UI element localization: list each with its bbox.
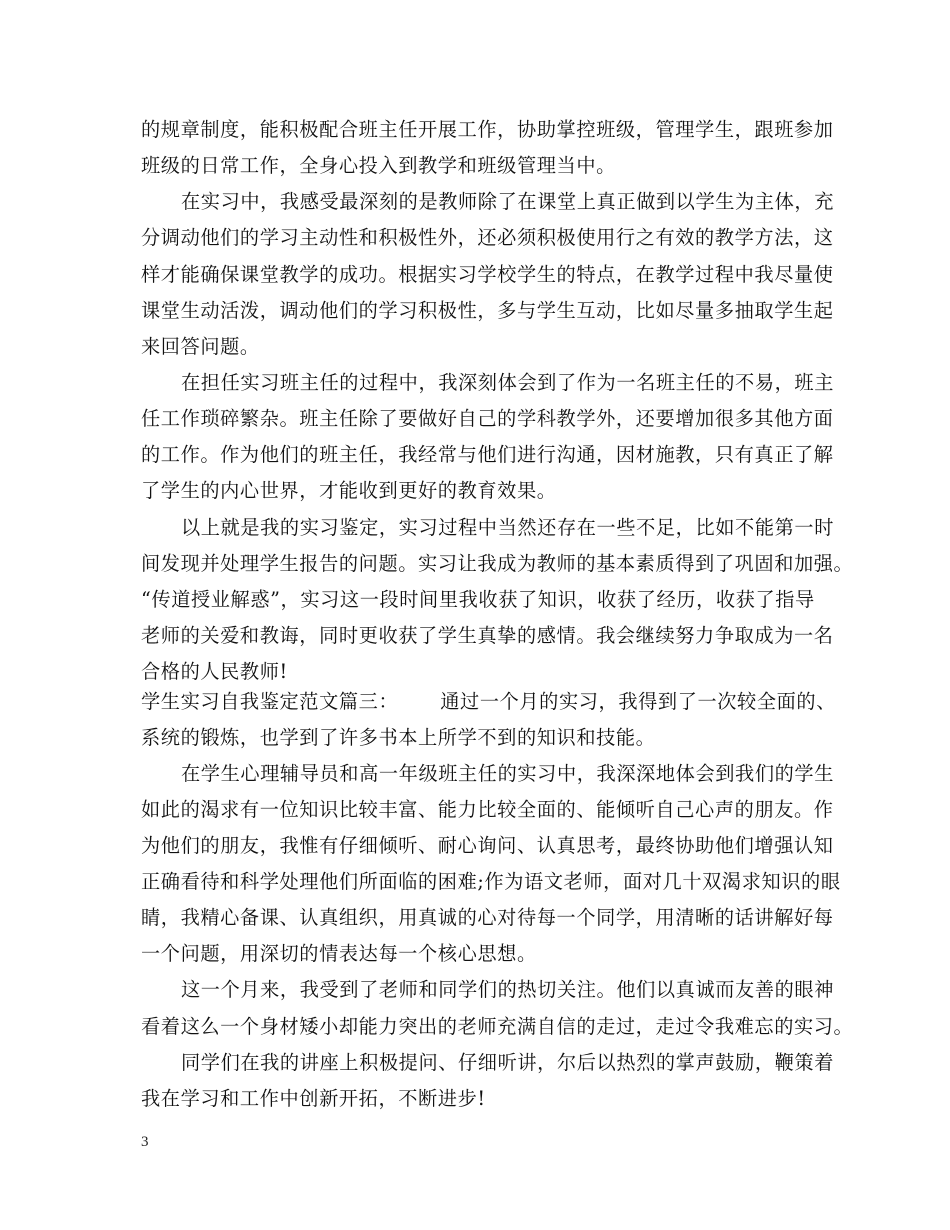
text-line: 睛，我精心备课、认真组织，用真诚的心对待每一个同学，用清晰的话讲解好每 [141, 906, 834, 929]
text-line: 如此的渴求有一位知识比较丰富、能力比较全面的、能倾听自己心声的朋友。作 [141, 798, 834, 821]
section-intro-text: 通过一个月的实习，我得到了一次较全面的、 [440, 690, 836, 713]
text-line: 一个问题，用深切的情表达每一个核心思想。 [141, 942, 537, 965]
page-number: 3 [141, 1134, 149, 1150]
text-line: 分调动他们的学习主动性和积极性外，还必须积极使用行之有效的教学方法，这 [141, 226, 834, 249]
text-line: 为他们的朋友，我惟有仔细倾听、耐心询问、认真思考，最终协助他们增强认知 [141, 834, 834, 857]
text-line: 看着这么一个身材矮小却能力突出的老师充满自信的走过，走过令我难忘的实习。 [141, 1015, 854, 1038]
text-line: 我在学习和工作中创新开拓，不断进步! [141, 1087, 486, 1110]
section-heading-line [141, 684, 836, 720]
paragraph-start-line: 在担任实习班主任的过程中，我深刻体会到了作为一名班主任的不易，班主 [181, 371, 834, 394]
text-line: 的工作。作为他们的班主任，我经常与他们进行沟通，因材施教，只有真正了解 [141, 443, 834, 466]
text-line: 来回答问题。 [141, 335, 260, 358]
paragraph-start-line: 同学们在我的讲座上积极提问、仔细听讲，尔后以热烈的掌声鼓励，鞭策着 [181, 1051, 834, 1074]
text-line: 样才能确保课堂教学的成功。根据实习学校学生的特点，在教学过程中我尽量使 [141, 263, 834, 286]
paragraph-start-line: 这一个月来，我受到了老师和同学们的热切关注。他们以真诚而友善的眼神 [181, 978, 834, 1001]
paragraph-start-line: 在学生心理辅导员和高一年级班主任的实习中，我深深地体会到我们的学生 [181, 762, 834, 785]
text-line: 老师的关爱和教诲，同时更收获了学生真挚的感情。我会继续努力争取成为一名 [141, 624, 834, 647]
section-heading: 学生实习自我鉴定范文篇三： [141, 690, 399, 713]
text-line: 合格的人民教师! [141, 660, 288, 683]
text-line: 任工作琐碎繁杂。班主任除了要做好自己的学科教学外，还要增加很多其他方面 [141, 407, 834, 430]
paragraph-start-line: 在实习中，我感受最深刻的是教师除了在课堂上真正做到以学生为主体，充 [181, 190, 834, 213]
text-line: “传道授业解惑”，实习这一段时间里我收获了知识，收获了经历，收获了指导 [141, 588, 815, 611]
text-line: 课堂生动活泼，调动他们的学习积极性，多与学生互动，比如尽量多抽取学生起 [141, 299, 834, 322]
paragraph-start-line: 以上就是我的实习鉴定，实习过程中当然还存在一些不足，比如不能第一时 [181, 516, 834, 539]
text-line: 的规章制度，能积极配合班主任开展工作，协助掌控班级，管理学生，跟班参加 [141, 118, 834, 141]
text-line: 了学生的内心世界，才能收到更好的教育效果。 [141, 479, 557, 502]
text-line: 正确看待和科学处理他们所面临的困难;作为语文老师，面对几十双渴求知识的眼 [141, 870, 841, 893]
text-line: 班级的日常工作，全身心投入到教学和班级管理当中。 [141, 154, 616, 177]
text-line: 间发现并处理学生报告的问题。实习让我成为教师的基本素质得到了巩固和加强。 [141, 552, 854, 575]
text-line: 系统的锻炼，也学到了许多书本上所学不到的知识和技能。 [141, 726, 656, 749]
